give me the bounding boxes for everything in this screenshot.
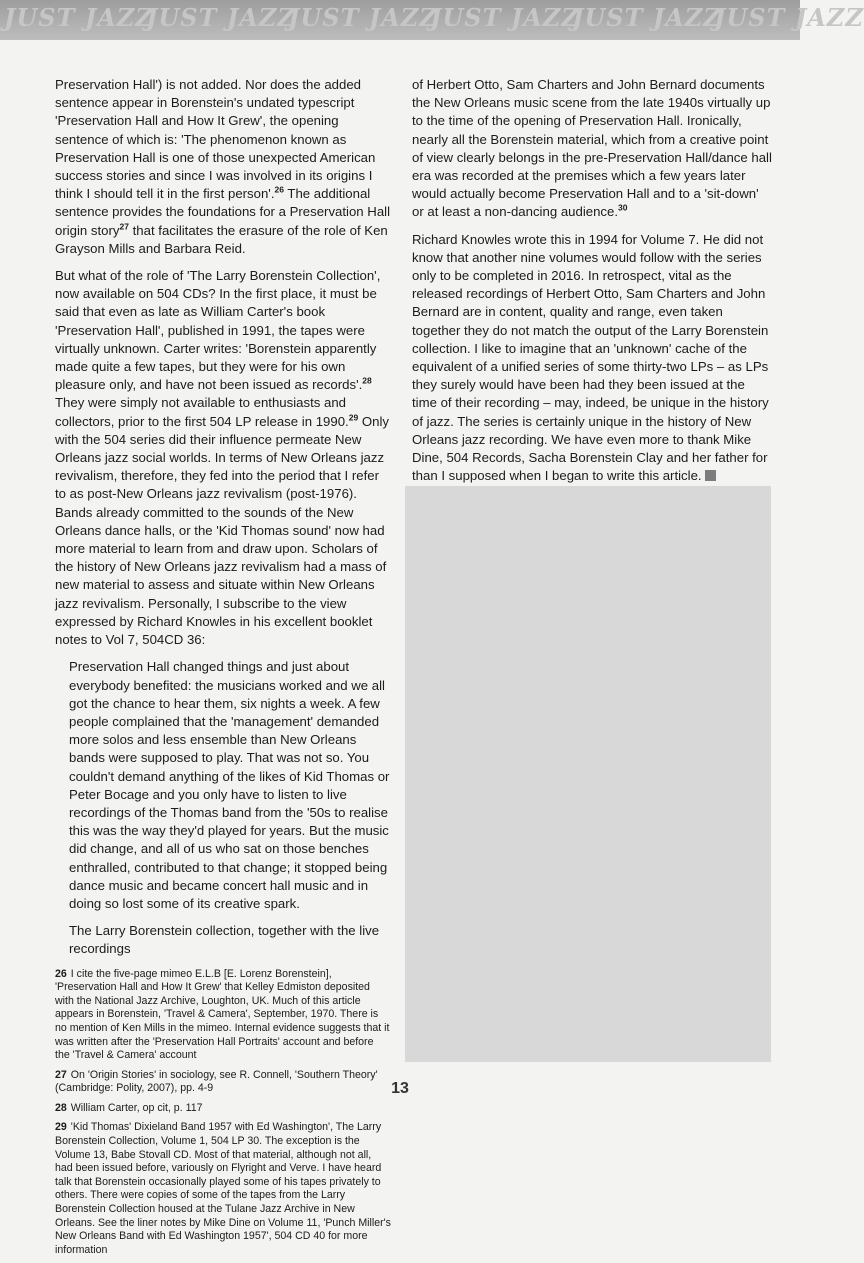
block-quote: Preservation Hall changed things and just about everybody benefited: the musicians worked and we all got the chance to hear them, six nights a week. A few people complained that the 'management' demanded more solos and less ensemble than New Orleans bands were supposed to play. That was not so. You couldn't demand anything of the likes of Kid Thomas or Peter Bocage and you only have to listen to live recordings of the Thomas band from the '50s to realise this was the way they'd played for years. But the music did change, and all of us who sat on those benches enthralled, contributed to that change; it stopped being dance music and became concert hall music and in doing so lost some of its creative spark. [69,659,390,911]
closing-line: The Larry Borenstein collection, together with the live recordings [69,923,380,957]
header-watermark: JUST JAZZ [430,3,580,32]
footnotes [55,968,391,1258]
header-watermark: JUST JAZZ [4,3,154,32]
footnote-27: 27 On 'Origin Stories' in sociology, see R. Connell, 'Southern Theory' (Cambridge: Polity, 2007), pp. 4-9 [55,1068,378,1095]
footnote-28: 28 William Carter, op cit, p. 117 [55,1101,203,1114]
header-watermark: JUST JAZZ [572,3,722,32]
body-paragraph: But what of the role of 'The Larry Borenstein Collection', now available on 504 CDs? In the first place, it must be said that even as late as William Carter's book 'Preservation Hall', published in 1991, the tapes were virtually unknown. Carter writes: 'Borenstein apparently made quite a few tapes, but they were for his own pleasure only, and have not been issued as records'.$^{28}$ They were simply not available to enthusiasts and collectors, prior to the first 504 LP release in 1990.29 Only with the 504 series did their influence permeate New Orleans jazz social worlds. In terms of New Orleans jazz revivalism, therefore, they fed into the period that I refer to as post-New Orleans jazz revivalism (post-1976). Bands already committed to the sounds of the New Orleans dance halls, or the 'Kid Thomas sound' now had more material to learn from and draw upon. Scholars of the history of New Orleans jazz revivalism had a mass of new material to assess and situate within New Orleans jazz revivalism. Personally, I subscribe to the view expressed by Richard Knowles in his excellent booklet notes to Vol 7, 504CD 36: [55,268,389,648]
body-paragraph: of Herbert Otto, Sam Charters and John Bernard documents the New Orleans music scene from the late 1940s virtually up to the time of the opening of Preservation Hall. Ironically, nearly all the Borenstein material, which from a creative point of view clearly belongs in the pre-Preservation Hall/dance hall era was recorded at the premises which a few years later would actually become Preservation Hall and to a 'sit-down' or at least a non-dancing audience.$^{30}$ [412,77,772,220]
header-watermark: JUST JAZZ [714,3,864,32]
footnote-29: 29 'Kid Thomas' Dixieland Band 1957 with Ed Washington', The Larry Borenstein Collection, Volume 1, 504 LP 30. The exception is the Volume 13, Babe Stovall CD. Most of that material, although not all, had been issued before, variously on Flyright and Verve. I have heard talk that Borenstein occasionally played some of his tapes privately to others. There were copies of some of the tapes from the Larry Borenstein Collection housed at the Tulane Jazz Archive in New Orleans. See the liner notes by Mike Dine on Volume 11, 'Punch Miller's New Orleans Band with Ed Washington 1957', 504 CD 40 for more information [55,1121,391,1256]
image-placeholder [405,486,771,1062]
end-mark-icon [705,470,716,481]
body-paragraph: Preservation Hall') is not added. Nor does the added sentence appear in Borenstein's undated typescript 'Preservation Hall and How It Grew', the opening sentence of which is: 'The phenomenon known as Preservation Hall is one of those unexpected American success stories and since I was involved in its origins I think I should tell it in the first person'.$^{26}$ The additional sentence provides the foundations for a Preservation Hall origin story$^{27}$ that facilitates the erasure of the role of Ken Grayson Mills and Barbara Reid. [55,77,391,256]
body-paragraph: Richard Knowles wrote this in 1994 for Volume 7. He did not know that another nine volumes would follow with the series only to be completed in 2016. In retrospect, vital as the released recordings of Herbert Otto, Sam Charters and John Bernard are in content, quality and range, even taken together they do not match the output of the Larry Borenstein collection. I like to imagine that an 'unknown' cache of the equivalent of a unified series of some thirty-two LPs – as LPs they surely would have been had they been issued at the time of their recording – may, indeed, be unique in the history of jazz. The series is certainly unique in the history of New Orleans jazz recording. We have even more to thank Mike Dine, 504 Records, Sacha Borenstein Clay and her father for than I supposed when I began to write this article. [412,231,769,484]
header-watermark: JUST JAZZ [146,3,296,32]
right-column [412,76,772,514]
page-number: 13 [391,1080,409,1097]
header-band [0,0,864,40]
footnote-26: 26 I cite the five-page mimeo E.L.B [E. Lorenz Borenstein], 'Preservation Hall and How It Grew' that Kelley Edmiston deposited with the National Jazz Archive, Loughton, UK. Much of this article appears in Borenstein, 'Travel & Camera', September, 1970. There is no mention of Ken Mills in the mimeo. Internal evidence suggests that it was written after the 'Preservation Hall Portraits' account and before the 'Travel & Camera' account [55,967,390,1062]
header-watermark: JUST JAZZ [288,3,438,32]
